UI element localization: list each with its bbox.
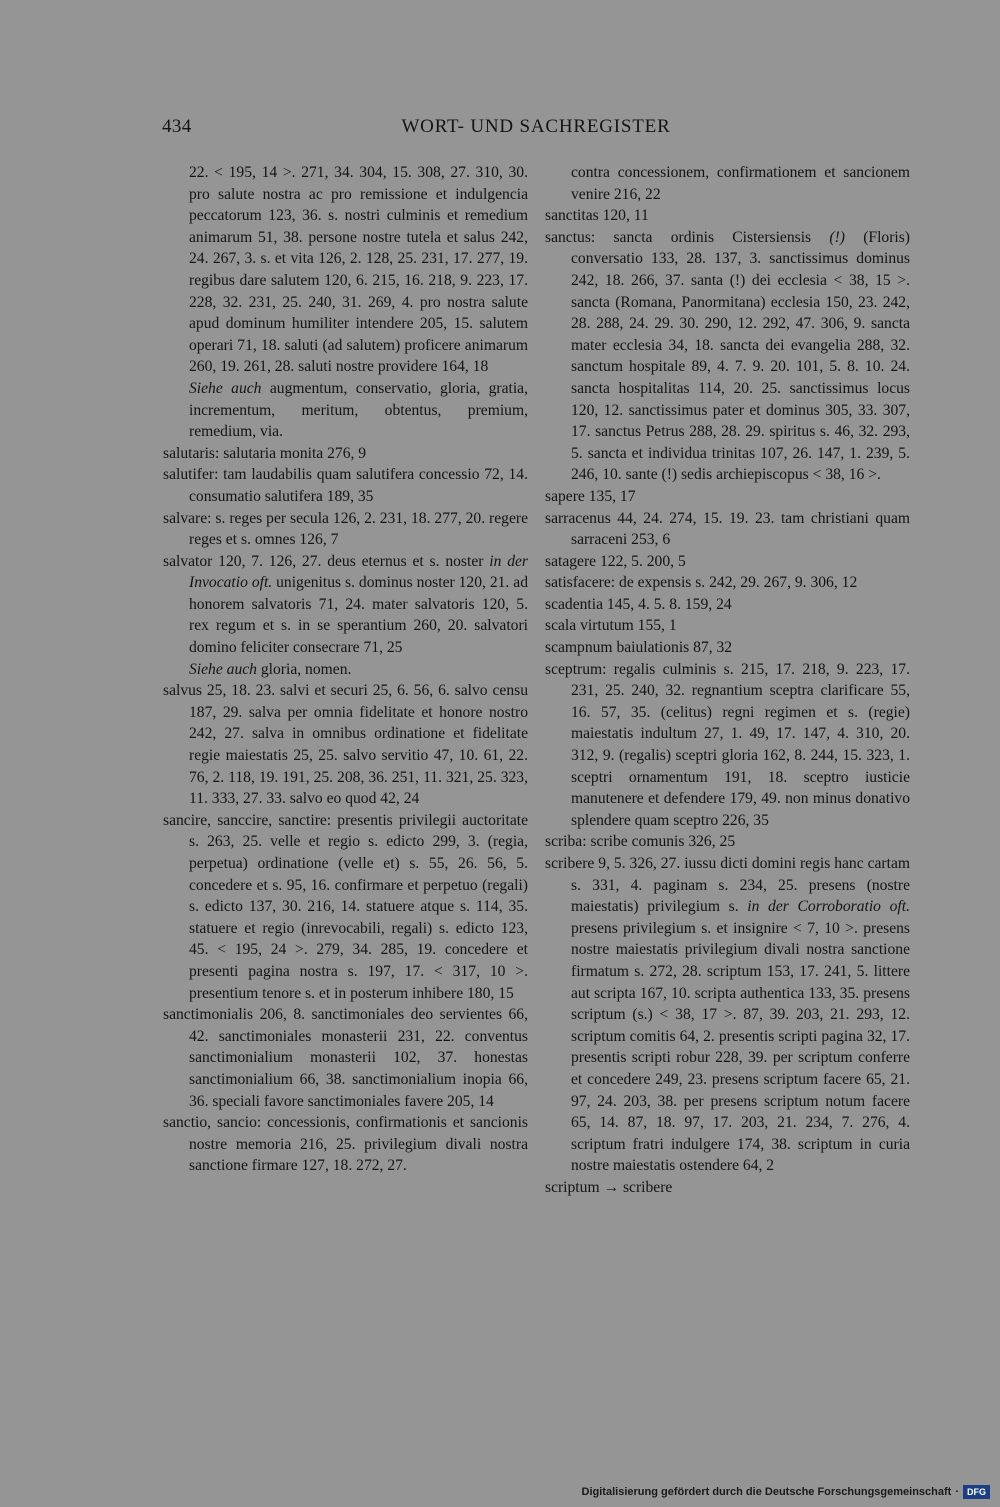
- digitization-credit: Digitalisierung gefördert durch die Deutsche Forschungsgemeinschaft: [581, 1486, 952, 1498]
- running-title: WORT- UND SACHREGISTER: [401, 116, 671, 137]
- entry-text: sancire, sanccire, sanctire: presentis privilegii auctoritate s. 263, 25. velle et regio s. edicto 299, 3. (regia, perpetua) ordinatione (velle et) s. 55, 26. 56, 5. concedere et s. 95, 16. confirmare et perpetuo (regali) s. edicto 137, 30. 216, 14. statuere atque s. 114, 35. statuere et regio (inrevocabili, regali) s. edicto 123, 45. < 195, 24 >. 279, 34. 285, 19. concedere et presenti pagina nostra s. 197, 17. < 317, 10 >. presentium tenore s. et in posterum inhibere 180, 15: [163, 811, 528, 1002]
- cross-reference-terms: augmentum, conservatio, gloria, gratia, incrementum, meritum, obtentus, premium, remedium, via.: [189, 379, 529, 441]
- entry-text: sceptrum: regalis culminis s. 215, 17. 218, 9. 223, 17. 231, 25. 240, 32. regnantium sceptra clarificare 55, 16. 57, 35. (celitus) regni regimen et s. (regie) maiestatis indultum 27, 1. 49, 17. 147, 4. 310, 20. 312, 9. (regalis) sceptri gloria 162, 8. 244, 15. 323, 1. sceptri ornamentum 191, 18. sceptro iusticie manutenere et defendere 179, 49. non minus donativo splendere quam sceptro 226, 35: [545, 660, 910, 829]
- register-entry: [163, 1112, 528, 1177]
- entry-text: scriptum → scribere: [545, 1178, 673, 1196]
- entry-continuation: [545, 162, 910, 205]
- register-entry: [163, 443, 528, 465]
- cross-reference: [163, 659, 528, 681]
- entry-text: sanctimonialis 206, 8. sanctimoniales deo servientes 66, 42. sanctimoniales monasterii 231, 22. conventus sanctimonialium monasterii 102, 37. honestas sanctimonialium 66, 38. sanctimonialium inopia 66, 36. speciali favore sanctimoniales favere 205, 14: [163, 1006, 528, 1110]
- cross-reference-terms: gloria, nomen.: [256, 660, 352, 678]
- register-entry: [545, 659, 910, 832]
- entry-text: scadentia 145, 4. 5. 8. 159, 24: [545, 595, 732, 613]
- register-entry: [545, 572, 910, 594]
- entry-text: 22. < 195, 14 >. 271, 34. 304, 15. 308, 27. 310, 30. pro salute nostra ac pro remissione et indulgencia peccatorum 123, 36. s. nostri culminis et remedium animarum 51, 38. persone nostre tutela et salus 242, 24. 267, 3. s. et vita 126, 2. 128, 25. 231, 17. 277, 19. regibus dare salutem 120, 6. 215, 16. 218, 9. 223, 17. 228, 32. 231, 25. 240, 31. 269, 4. pro nostra salute apud dominum humiliter intendere 205, 15. salutem operari 71, 18. saluti (ad salutem) proficere animarum 260, 19. 261, 28. saluti nostre providere 164, 18: [189, 164, 528, 376]
- entry-text-continued: unigenitus s. dominus noster 120, 21. ad honorem salvatoris 71, 24. mater salvatoris 120, 5. rex regum et s. in se sperantium 260, 20. salvatori domino feliciter consecrare 71, 25: [189, 574, 528, 657]
- entry-text: salutifer: tam laudabilis quam salutifera concessio 72, 14. consumatio salutifera 189, 35: [163, 466, 528, 505]
- entry-text: salutaris: salutaria monita 276, 9: [163, 444, 367, 462]
- register-entry: [545, 853, 910, 1177]
- entry-continuation: [163, 162, 528, 378]
- register-entry: [545, 205, 910, 227]
- entry-text: salvator 120, 7. 126, 27. deus eternus et s. noster: [163, 552, 490, 570]
- digitization-footer: Digitalisierung gefördert durch die Deutsche Forschungsgemeinschaft · DFG: [582, 1483, 990, 1501]
- entry-text: sanctitas 120, 11: [545, 207, 649, 225]
- entry-text-continued: (Floris) conversatio 133, 28. 137, 3. sanctissimus dominus 242, 18. 266, 37. santa (!) dei ecclesia < 38, 15 >. sancta (Romana, Panormitana) ecclesia 150, 23. 242, 28. 288, 24. 29. 30. 290, 12. 292, 47. 306, 9. sancta mater ecclesia 34, 18. sancta dei evangelia 288, 32. sanctum hospitale 89, 4. 7. 9. 20. 101, 5. 8. 10. 24. sancta hospitalitas 114, 20. 25. sanctissimus locus 120, 12. sanctissimus pater et dominus 305, 33. 307, 17. sanctus Petrus 288, 28. 29. spiritus s. 46, 32. 293, 5. sancta et individua trinitas 107, 26. 147, 1. 239, 5. 246, 10. sante (!) sedis archiepiscopus < 38, 16 >.: [571, 228, 911, 484]
- entry-text: sarracenus 44, 24. 274, 15. 19. 23. tam christiani quam sarraceni 253, 6: [545, 509, 910, 549]
- entry-text: sapere 135, 17: [545, 487, 636, 505]
- register-entry: [545, 551, 910, 573]
- cross-reference: [163, 378, 528, 443]
- register-entry: [545, 227, 910, 486]
- register-entry: [163, 680, 528, 810]
- entry-text: satisfacere: de expensis s. 242, 29. 267, 9. 306, 12: [545, 574, 858, 592]
- register-entry: [545, 831, 910, 853]
- entry-text: salvus 25, 18. 23. salvi et securi 25, 6. 56, 6. salvo censu 187, 29. salva per omnia fidelitate et honore nostro 242, 27. salva in omnibus ordinatione et fidelitate regie maiestatis 25, 25. salvo servitio 47, 10. 61, 22. 76, 2. 118, 19. 191, 25. 208, 36. 251, 11. 321, 25. 323, 11. 333, 27. 33. salvo eo quod 42, 24: [163, 682, 528, 808]
- right-column: [545, 162, 910, 1199]
- page-header: [162, 116, 910, 140]
- register-entry: [545, 508, 910, 551]
- register-entry: [545, 1177, 910, 1199]
- register-entry: [163, 1004, 528, 1112]
- entry-text: satagere 122, 5. 200, 5: [545, 552, 686, 570]
- register-entry: [163, 464, 528, 507]
- siehe-auch-label: Siehe auch: [189, 660, 257, 678]
- dfg-logo: DFG: [963, 1485, 990, 1499]
- register-entry: [545, 594, 910, 616]
- siehe-auch-label: Siehe auch: [189, 379, 262, 397]
- entry-text: scampnum baiulationis 87, 32: [545, 639, 733, 657]
- entry-italic: in der Invocatio oft.: [189, 552, 528, 592]
- left-column: [163, 162, 528, 1177]
- register-entry: [163, 810, 528, 1004]
- page-number: 434: [162, 116, 192, 137]
- register-entry: [163, 551, 528, 659]
- entry-italic: in der Corroboratio oft.: [747, 898, 910, 916]
- entry-text: sanctio, sancio: concessionis, confirmationis et sancionis nostre memoria 216, 25. privilegium divali nostra sanctione firmare 127, 18. 272, 27.: [163, 1114, 528, 1175]
- entry-text: scala virtutum 155, 1: [545, 617, 677, 635]
- entry-text: contra concessionem, confirmationem et sancionem venire 216, 22: [571, 164, 910, 203]
- entry-text: sanctus: sancta ordinis Cistersiensis: [545, 228, 830, 246]
- register-entry: [545, 486, 910, 508]
- entry-text: scriba: scribe comunis 326, 25: [545, 833, 736, 851]
- entry-text: salvare: s. reges per secula 126, 2. 231, 18. 277, 20. regere reges et s. omnes 126, 7: [163, 509, 528, 549]
- entry-text-continued: presens privilegium s. et insignire < 7, 10 >. presens nostre maiestatis privilegium divali nostra sanctione firmatum s. 272, 28. scriptum 153, 17. 241, 5. littere aut scripta 167, 10. scripta authentica 133, 35. presens scriptum (s.) < 38, 17 >. 87, 39. 203, 21. 293, 12. scriptum comitis 64, 2. presentis scripti pagina 32, 17. presentis scripti robur 228, 39. per scriptum conferre et concedere 249, 23. presens scriptum facere 65, 21. 97, 24. 203, 38. per presens scriptum notum facere 65, 14. 87, 18. 97, 17. 203, 21. 234, 7. 276, 4. scriptum fratri indulgere 174, 38. scriptum in curia nostre maiestatis ostendere 64, 2: [571, 919, 910, 1175]
- register-entry: [545, 615, 910, 637]
- entry-text: scribere 9, 5. 326, 27. iussu dicti domini regis hanc cartam s. 331, 4. paginam s. 234, 25. presens (nostre maiestatis) privilegium s.: [545, 855, 910, 916]
- register-entry: [163, 508, 528, 551]
- entry-italic: (!): [829, 228, 845, 246]
- register-entry: [545, 637, 910, 659]
